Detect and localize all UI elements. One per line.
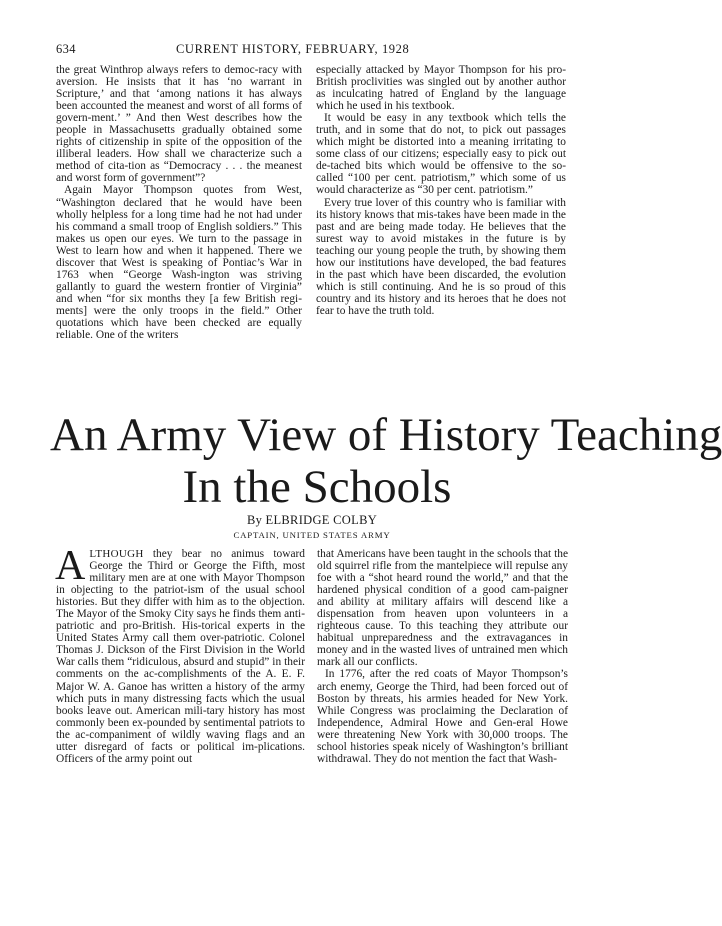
article-column-2 — [317, 548, 568, 765]
prior-article-column-2 — [316, 64, 566, 317]
paragraph: that Americans have been taught in the schools that the old squirrel rifle from the mantelpiece will repulse any foe with a “shot heard round the world,” and that the hardened physical condition of a good cam-paigner and ability at military affairs will descend like a dispensation from heaven upon volunteers in a righteous cause. To this teaching they attribute our habitual unpreparedness and the extravagances in money and in the wasted lives of untrained men which mark all our conflicts. — [317, 548, 568, 669]
drop-cap: A — [55, 543, 86, 589]
author-rank: CAPTAIN, UNITED STATES ARMY — [233, 530, 391, 540]
paragraph: Every true lover of this country who is familiar with its history knows that mis-takes have been made in the past and are being made today. He believes that the surest way to avoid mistakes in the future is by teaching our young people the truth, by showing them how our institutions have developed, the bad features in the past which have been discarded, the evolution which is still continuing. And he is so proud of this country and its history and its heroes that he does not fear to have the truth told. — [316, 196, 566, 317]
paragraph: the great Winthrop always refers to democ-racy with aversion. He insists that it has ‘no warrant in Scripture,’ and that ‘among nations it has always been accounted the meanest and worst of all forms of govern-ment.’ ” And then West describes how the people in Massachusetts gradually obtained some rights of citizenship in spite of the opposition of the illiberal leaders. How shall we characterize such a method of cita-tion as “Democracy . . . the meanest and worst form of government”? — [56, 64, 302, 185]
article-title-line-1: An Army View of History Teaching — [50, 409, 722, 461]
byline: By ELBRIDGE COLBY — [246, 513, 378, 527]
article-column-1 — [55, 543, 305, 765]
article-title-line-2: In the Schools — [182, 461, 452, 513]
paragraph: especially attacked by Mayor Thompson for his pro-British proclivities was singled out by another author as inculcating hatred of England by the language which he used in his textbook. — [316, 64, 566, 113]
page-number: 634 — [56, 42, 76, 56]
paragraph-text: they bear no animus toward George the Third or George the Fifth, most military men are at one with Mayor Thompson in objecting to the patriot-ism of the usual school histories. But they differ with him as to the objection. The Mayor of the Smoky City says he finds them anti-patriotic and pro-British. His-torical experts in the United States Army call them over-patriotic. Colonel Thomas J. Dickson of the First Division in the World War calls them “ridiculous, absurd and stupid” in their comments on the ac-complishments of the A. E. F. Major W. A. Ganoe has written a history of the army which puts in many distressing facts which the usual books leave out. American mili-tary history has most commonly been ex-pounded by sentimental patriots to the ac-companiment of wildly waving flags and an utter disregard of facts or political im-plications. Officers of the army point out — [56, 548, 305, 765]
opening-words: LTHOUGH — [89, 548, 144, 560]
paragraph: It would be easy in any textbook which tells the truth, and in some that do not, to pick out passages which might be distorted into a meaning irritating to some class of our citizens; especially easy to pick out de-tached bits which would be offensive to the so-called “100 per cent. patriotism,” which some of us would characterize as “30 per cent. patriotism.” — [316, 112, 566, 197]
paragraph: Again Mayor Thompson quotes from West, “Washington declared that he would have been wholly helpless for a long time had he not had under his command a small troop of English soldiers.” This makes us open our eyes. We turn to the passage in West to learn how and when it happened. There we discover that West is speaking of Pontiac’s War in 1763 when “George Wash-ington was striving gallantly to guard the western frontier of Virginia” and when “for six months they [a few British regi-ments] were the only troops in the field.” Other quotations which have been checked are equally reliable. One of the writers — [56, 184, 302, 342]
running-title: CURRENT HISTORY, FEBRUARY, 1928 — [176, 42, 410, 56]
prior-article-column-1 — [56, 64, 302, 341]
paragraph — [55, 543, 305, 765]
page-header — [56, 42, 578, 58]
paragraph: In 1776, after the red coats of Mayor Thompson’s arch enemy, George the Third, had been forced out of Boston by threats, his armies headed for New York. While Congress was proclaiming the Declaration of Independence, Admiral Howe and Gen-eral Howe were threatening New York with 30,000 troops. The school histories speak nicely of Washington’s brilliant withdrawal. They do not mention the fact that Wash- — [317, 668, 568, 765]
